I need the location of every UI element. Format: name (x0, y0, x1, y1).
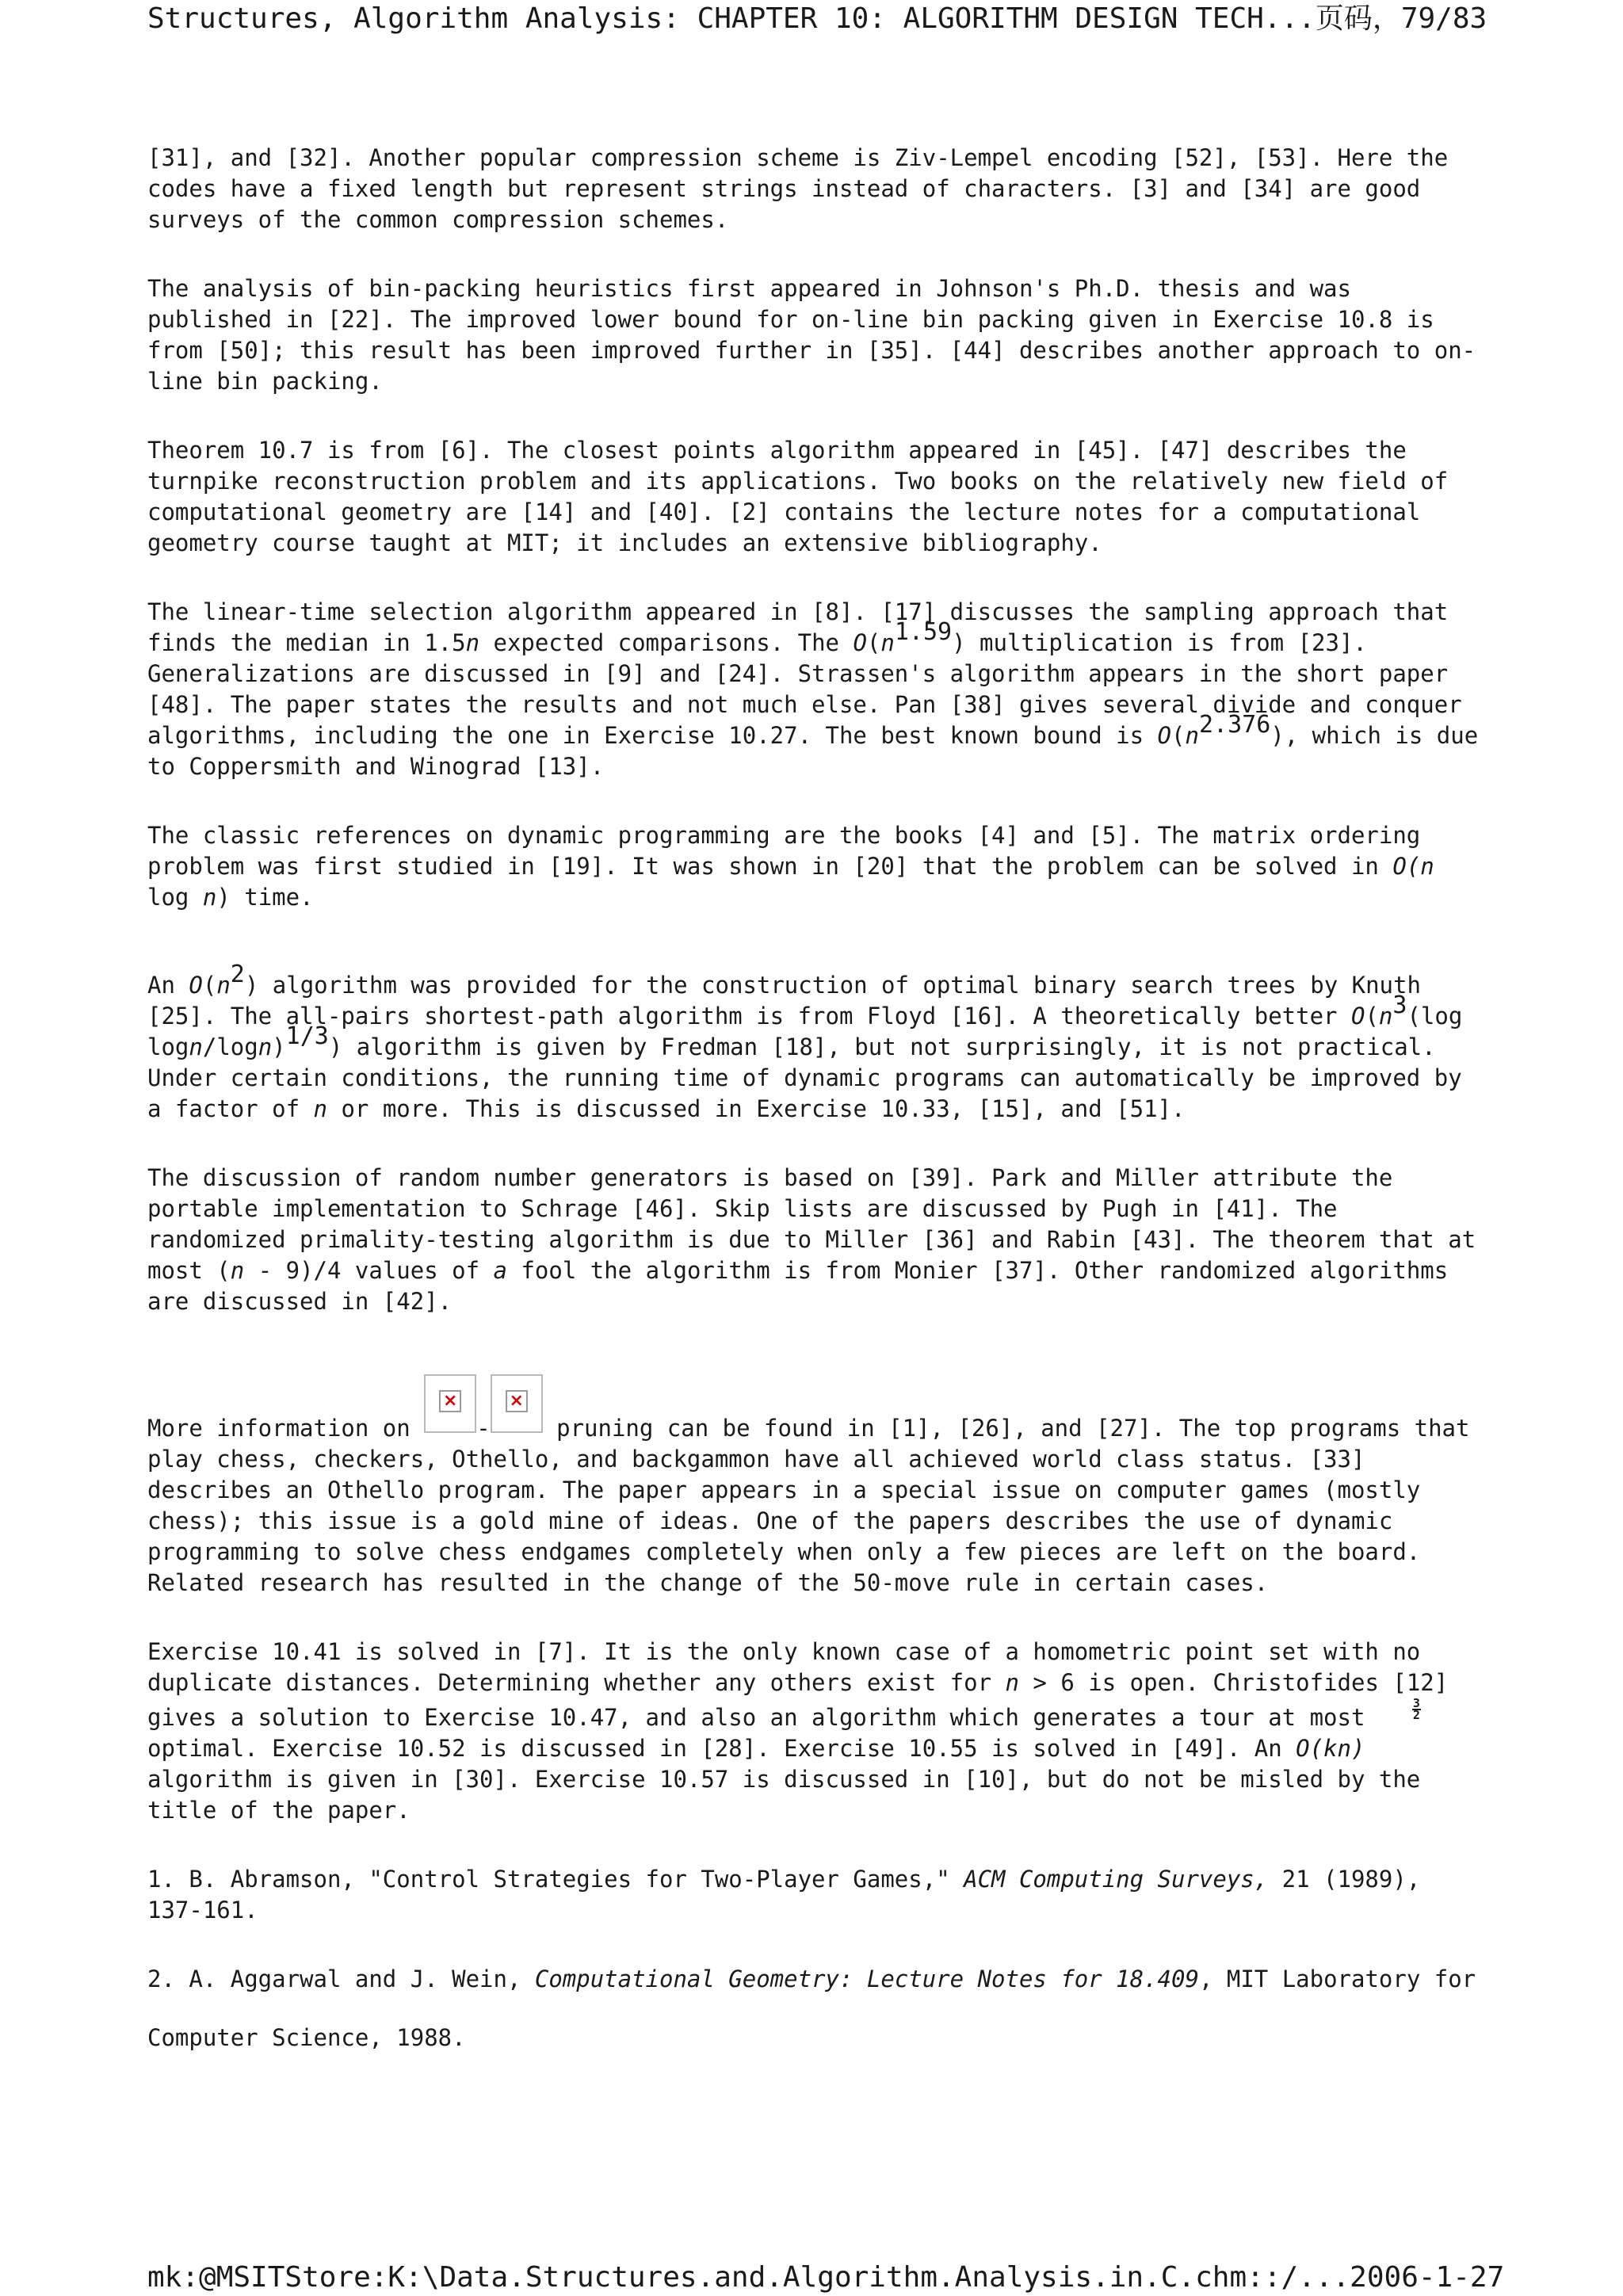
paragraph-exercises: Exercise 10.41 is solved in [7]. It is the only known case of a homometric point set with no duplicate distances. Determining whether any others exist for n > 6 is open. Christofides [12] gives a solution to Exercise 10.47, and also an algorithm which generates a tour at most $\frac{3}{2}$ optimal. Exercise 10.52 is discussed in [28]. Exercise 10.55 is solved in [49]. An O(kn) algorithm is given in [30]. Exercise 10.57 is discussed in [10], but do not be misled by the title of the paper. (147, 1638, 1449, 1824)
alpha-broken-image-icon (424, 1374, 476, 1433)
paragraph-selection: The linear-time selection algorithm appeared in [8]. [17] discusses the sampling approach that finds the median in 1.5n expected comparisons. The $O(n^{1.59})$ multiplication is from [23]. Generalizations are discussed in [9] and [24]. Strassen's algorithm appears in the short paper [48]. The paper states the results and not much else. Pan [38] gives several divide and conquer algorithms, including the one in Exercise 10.27. The best known bound is $O(n^{2.376})$, which is due to Coppersmith and Winograd [13]. (147, 598, 1479, 780)
paragraph-game-trees: More information on × - × pruning can be found in [1], [26], and [27]. The top programs that play chess, checkers, Othello, and backgammon have all achieved world class status. [33] describes an Othello program. The paper appears in a special issue on computer games (mostly chess); this issue is a gold mine of ideas. One of the papers describes the use of dynamic programming to solve chess endgames completely when only a few pieces are left on the board. Related research has resulted in the change of the 50-move rule in certain cases. (147, 1374, 1487, 1599)
paragraph-geometry: Theorem 10.7 is from [6]. The closest points algorithm appeared in [45]. [47] describes the turnpike reconstruction problem and its applications. Two books on the relatively new field of computational geometry are [14] and [40]. [2] contains the lecture notes for a computational geometry course taught at MIT; it includes an extensive bibliography. (147, 437, 1449, 556)
header-title: Structures, Algorithm Analysis: CHAPTER 10: ALGORITHM DESIGN TECH... (147, 2, 1316, 35)
paragraph-randomized: The discussion of random number generators is based on [39]. Park and Miller attribute the portable implementation to Schrage [46]. Skip lists are discussed by Pugh in [41]. The randomized primality-testing algorithm is due to Miller [36] and Rabin [43]. The theorem that at most (n - 9)/4 values of a fool the algorithm is from Monier [37]. Other randomized algorithms are discussed in [42]. (147, 1164, 1476, 1315)
reference-1: 1. B. Abramson, "Control Strategies for Two-Player Games," ACM Computing Surveys, 21 (1989), 137-161. (147, 1866, 1421, 1924)
footer-path: mk:@MSITStore:K:\Data.Structures.and.Algorithm.Analysis.in.C.chm::/... (147, 2261, 1350, 2294)
beta-broken-image-icon (491, 1374, 543, 1433)
paragraph-optimal-bst: An $O(n^2)$ algorithm was provided for the construction of optimal binary search trees by Knuth [25]. The all-pairs shortest-path algorithm is from Floyd [16]. A theoretically better $O(n^3(\log$ logn/logn)$^{1/3}$) algorithm is given by Fredman [18], but not surprisingly, it is not practical. Under certain conditions, the running time of dynamic programs can automatically be improved by a factor of n or more. This is discussed in Exercise 10.33, [15], and [51]. (147, 961, 1463, 1122)
reference-2: 2. A. Aggarwal and J. Wein, Computational Geometry: Lecture Notes for 18.409, MIT Laboratory for Computer Science, 1988. (147, 1966, 1476, 2051)
document-body (147, 143, 1487, 2105)
footer-date: 2006-1-27 (1350, 2261, 1505, 2294)
broken-image-icon: × (506, 1390, 528, 1412)
paragraph-dynamic-programming: The classic references on dynamic programming are the books [4] and [5]. The matrix ordering problem was first studied in [19]. It was shown in [20] that the problem can be solved in O(n log n) time. (147, 822, 1434, 911)
page-header (147, 2, 1487, 36)
header-page-number: 页码，79/83 (1315, 2, 1487, 35)
page-footer (147, 2260, 1505, 2295)
broken-image-icon: × (439, 1390, 461, 1412)
paragraph-compression: [31], and [32]. Another popular compression scheme is Ziv-Lempel encoding [52], [53]. Here the codes have a fixed length but represent strings instead of characters. [3] and [34] are good surveys of the common compression schemes. (147, 144, 1449, 233)
paragraph-bin-packing: The analysis of bin-packing heuristics first appeared in Johnson's Ph.D. thesis and was published in [22]. The improved lower bound for on-line bin packing given in Exercise 10.8 is from [50]; this result has been improved further in [35]. [44] describes another approach to on-line bin packing. (147, 275, 1476, 395)
fraction-three-halves: $\frac{3}{2}$ (1412, 1696, 1420, 1722)
